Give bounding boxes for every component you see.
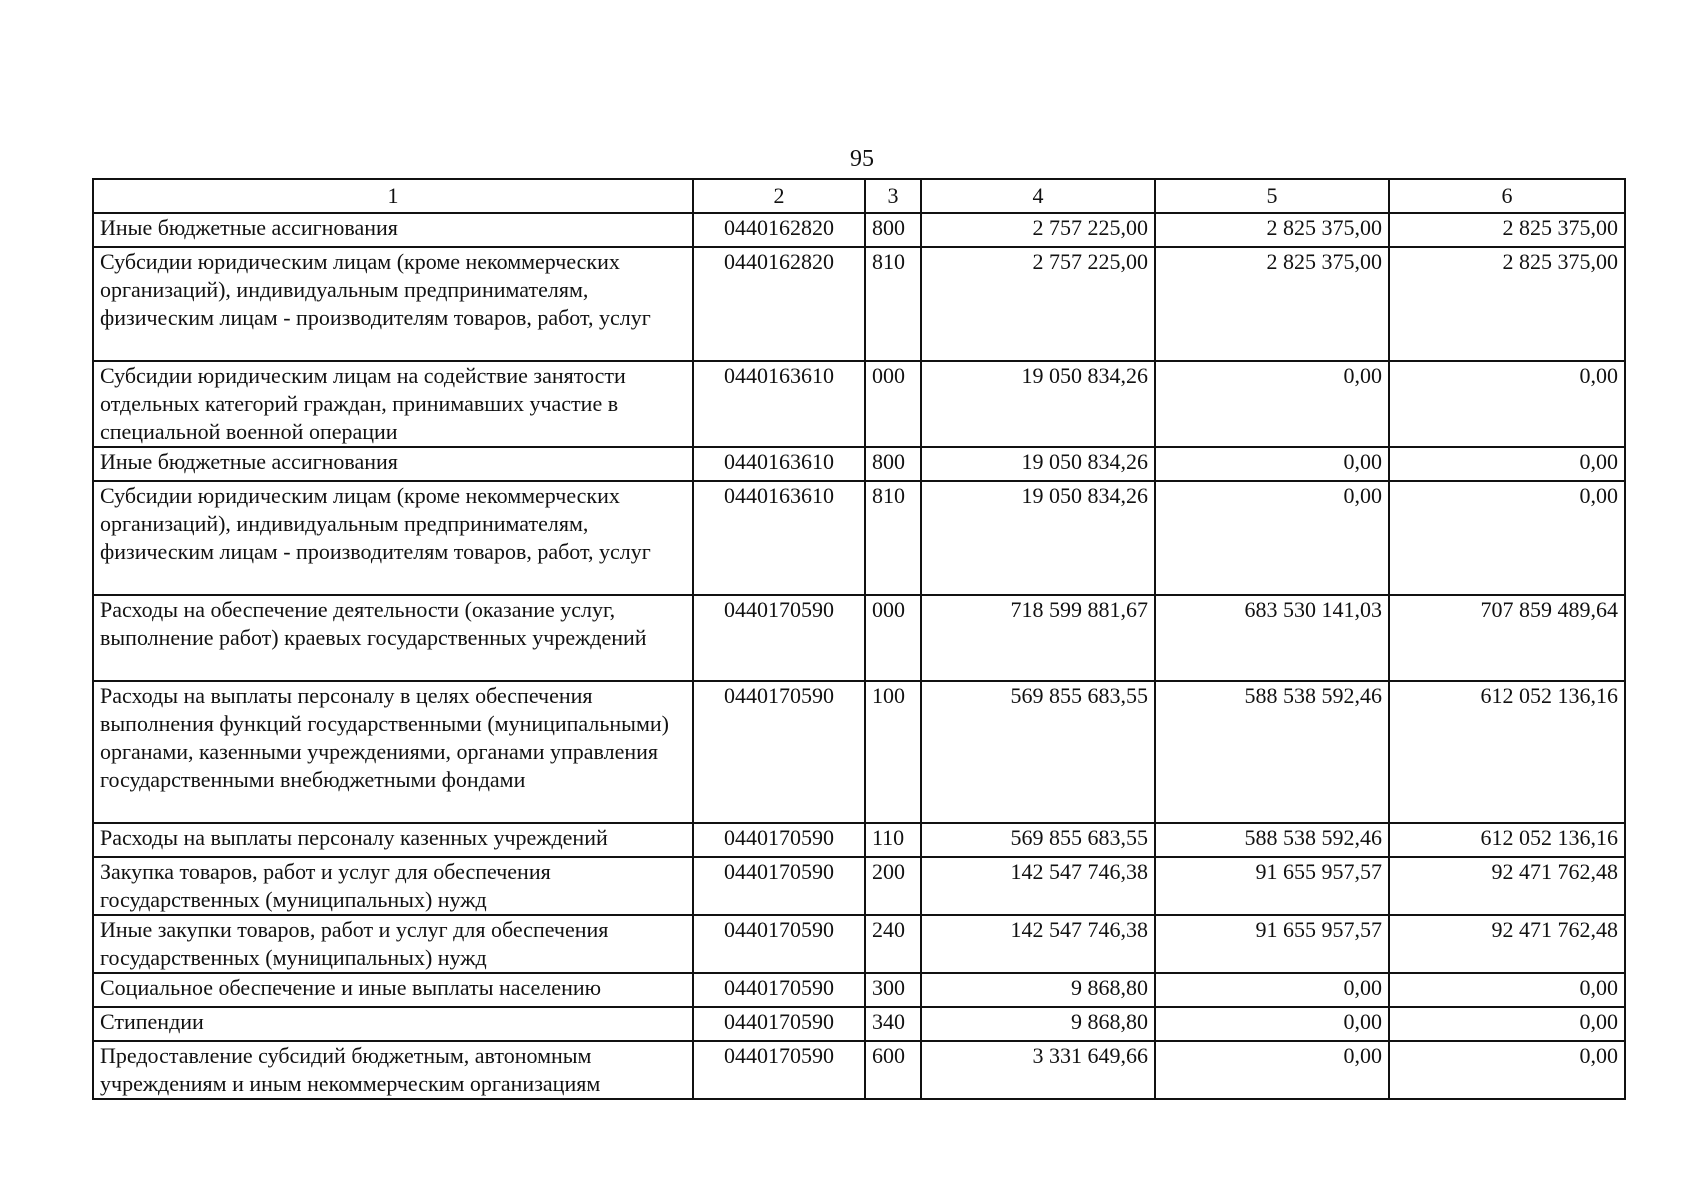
amount-col6: 0,00 [1389,481,1625,595]
table-row [93,247,1625,361]
target-code: 0440170590 [693,595,865,681]
target-code: 0440170590 [693,1041,865,1099]
item-name: Расходы на обеспечение деятельности (оказание услуг, выполнение работ) краевых государственных учреждений [93,595,693,681]
item-name: Иные закупки товаров, работ и услуг для обеспечения государственных (муниципальных) нужд [93,915,693,973]
amount-col5: 0,00 [1155,973,1389,1007]
table-row [93,1007,1625,1041]
table-row [93,681,1625,823]
item-name: Предоставление субсидий бюджетным, автономным учреждениям и иным некоммерческим организациям [93,1041,693,1099]
amount-col4: 142 547 746,38 [921,857,1155,915]
expense-type-code: 110 [865,823,921,857]
amount-col5: 2 825 375,00 [1155,247,1389,361]
amount-col5: 0,00 [1155,481,1389,595]
amount-col6: 2 825 375,00 [1389,247,1625,361]
item-name: Субсидии юридическим лицам (кроме некоммерческих организаций), индивидуальным предпринимателям, физическим лицам - производителям товаров, работ, услуг [93,481,693,595]
amount-col5: 91 655 957,57 [1155,915,1389,973]
item-name: Стипендии [93,1007,693,1041]
amount-col6: 92 471 762,48 [1389,857,1625,915]
expense-type-code: 800 [865,447,921,481]
amount-col5: 588 538 592,46 [1155,823,1389,857]
page-number: 95 [850,146,874,172]
table-row [93,973,1625,1007]
amount-col6: 0,00 [1389,973,1625,1007]
item-name: Социальное обеспечение и иные выплаты населению [93,973,693,1007]
amount-col5: 683 530 141,03 [1155,595,1389,681]
amount-col6: 2 825 375,00 [1389,213,1625,247]
target-code: 0440170590 [693,681,865,823]
item-name: Расходы на выплаты персоналу в целях обеспечения выполнения функций государственными (муниципальными) органами, казенными учреждениями, органами управления государственными внебюджетными фондами [93,681,693,823]
target-code: 0440170590 [693,973,865,1007]
amount-col4: 3 331 649,66 [921,1041,1155,1099]
item-name: Иные бюджетные ассигнования [93,213,693,247]
item-name: Субсидии юридическим лицам на содействие занятости отдельных категорий граждан, принимавших участие в специальной военной операции [93,361,693,447]
amount-col4: 9 868,80 [921,973,1155,1007]
amount-col4: 19 050 834,26 [921,481,1155,595]
amount-col6: 612 052 136,16 [1389,681,1625,823]
item-name: Иные бюджетные ассигнования [93,447,693,481]
column-header: 6 [1389,179,1625,213]
expense-type-code: 240 [865,915,921,973]
table-row [93,361,1625,447]
amount-col4: 2 757 225,00 [921,213,1155,247]
column-header: 2 [693,179,865,213]
expense-type-code: 340 [865,1007,921,1041]
table-row [93,857,1625,915]
expense-type-code: 300 [865,973,921,1007]
amount-col6: 92 471 762,48 [1389,915,1625,973]
amount-col4: 2 757 225,00 [921,247,1155,361]
amount-col5: 0,00 [1155,1041,1389,1099]
target-code: 0440170590 [693,915,865,973]
amount-col5: 0,00 [1155,1007,1389,1041]
item-name: Закупка товаров, работ и услуг для обеспечения государственных (муниципальных) нужд [93,857,693,915]
amount-col4: 569 855 683,55 [921,823,1155,857]
amount-col4: 9 868,80 [921,1007,1155,1041]
expense-type-code: 000 [865,595,921,681]
amount-col4: 142 547 746,38 [921,915,1155,973]
column-header: 3 [865,179,921,213]
amount-col4: 19 050 834,26 [921,447,1155,481]
item-name: Субсидии юридическим лицам (кроме некоммерческих организаций), индивидуальным предпринимателям, физическим лицам - производителям товаров, работ, услуг [93,247,693,361]
amount-col5: 588 538 592,46 [1155,681,1389,823]
target-code: 0440162820 [693,247,865,361]
table-row [93,213,1625,247]
amount-col6: 0,00 [1389,447,1625,481]
amount-col5: 0,00 [1155,447,1389,481]
target-code: 0440162820 [693,213,865,247]
target-code: 0440170590 [693,857,865,915]
expense-type-code: 600 [865,1041,921,1099]
amount-col6: 612 052 136,16 [1389,823,1625,857]
expense-type-code: 000 [865,361,921,447]
expense-type-code: 810 [865,247,921,361]
expense-type-code: 800 [865,213,921,247]
amount-col5: 2 825 375,00 [1155,213,1389,247]
amount-col6: 0,00 [1389,1007,1625,1041]
table-row [93,823,1625,857]
item-name: Расходы на выплаты персоналу казенных учреждений [93,823,693,857]
amount-col6: 0,00 [1389,1041,1625,1099]
amount-col6: 0,00 [1389,361,1625,447]
amount-col4: 19 050 834,26 [921,361,1155,447]
column-header: 5 [1155,179,1389,213]
target-code: 0440163610 [693,361,865,447]
column-number-row [93,179,1625,213]
column-header: 1 [93,179,693,213]
expense-type-code: 200 [865,857,921,915]
target-code: 0440163610 [693,481,865,595]
table-row [93,447,1625,481]
amount-col6: 707 859 489,64 [1389,595,1625,681]
budget-table [92,178,1626,1100]
target-code: 0440170590 [693,1007,865,1041]
expense-type-code: 100 [865,681,921,823]
table-row [93,595,1625,681]
table-row [93,481,1625,595]
table-row [93,915,1625,973]
target-code: 0440170590 [693,823,865,857]
amount-col5: 0,00 [1155,361,1389,447]
target-code: 0440163610 [693,447,865,481]
table-row [93,1041,1625,1099]
amount-col5: 91 655 957,57 [1155,857,1389,915]
amount-col4: 569 855 683,55 [921,681,1155,823]
expense-type-code: 810 [865,481,921,595]
column-header: 4 [921,179,1155,213]
amount-col4: 718 599 881,67 [921,595,1155,681]
